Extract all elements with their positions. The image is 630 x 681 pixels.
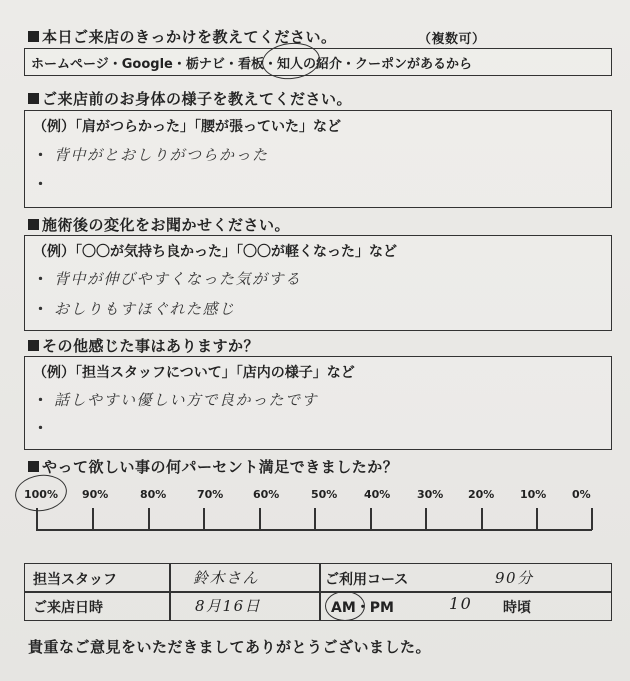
- separator: ・: [341, 57, 355, 72]
- time-suffix: 時頃: [503, 600, 531, 616]
- scale-tick: [591, 508, 593, 530]
- bullet: ・: [33, 270, 49, 288]
- scale-tick: [425, 508, 427, 530]
- q5-title-row: [28, 456, 398, 477]
- scale-label-0[interactable]: 0%: [572, 488, 591, 501]
- scale-tick: [148, 508, 150, 530]
- q4-title: その他感じた事はありますか？: [42, 337, 260, 355]
- scale-label-80[interactable]: 80%: [140, 488, 167, 501]
- q2-answer-box: [24, 110, 612, 208]
- q2-title: ご来店前のお身体の様子を教えてください。: [42, 90, 353, 108]
- date-value[interactable]: 8月16日: [195, 597, 262, 615]
- q2-example: （例）「肩がつらかった」「腰が張っていた」など: [33, 119, 341, 135]
- staff-value[interactable]: 鈴木さん: [193, 569, 260, 587]
- scale-tick: [481, 508, 483, 530]
- scale-label-60[interactable]: 60%: [253, 488, 280, 501]
- separator: ・: [263, 57, 277, 72]
- q3-example: （例）「〇〇が気持ち良かった」「〇〇が軽くなった」など: [33, 244, 397, 260]
- scale-label-90[interactable]: 90%: [82, 488, 109, 501]
- q2-answer-1: 背中がとおしりがつらかった: [54, 146, 269, 164]
- q4-square-marker: [28, 340, 39, 351]
- scale-selection-circle: [13, 472, 70, 515]
- q1-square-marker: [28, 31, 39, 42]
- q1-note: （複数可）: [418, 32, 486, 47]
- bullet: ・: [33, 391, 49, 409]
- scale-tick: [203, 508, 205, 530]
- q4-answer-line-1[interactable]: [33, 389, 318, 410]
- q5-title: やって欲しい事の何パーセント満足できましたか？: [42, 458, 399, 476]
- bullet: ・: [33, 146, 49, 164]
- q3-title-row: [28, 214, 290, 235]
- scale-label-20[interactable]: 20%: [468, 488, 495, 501]
- option-google[interactable]: Google: [121, 57, 173, 72]
- scale-label-10[interactable]: 10%: [520, 488, 547, 501]
- q3-answer-line-2[interactable]: [33, 298, 236, 319]
- table-col-divider: [169, 564, 171, 620]
- q4-title-row: [28, 335, 259, 356]
- table-col-divider: [319, 564, 321, 620]
- bullet: ・: [33, 300, 49, 318]
- q3-answer-1: 背中が伸びやすくなった気がする: [54, 270, 302, 288]
- q3-answer-2: おしりもすほぐれた感じ: [54, 300, 236, 318]
- q4-answer-box: [24, 356, 612, 450]
- q2-title-row: [28, 88, 352, 109]
- scale-label-50[interactable]: 50%: [311, 488, 338, 501]
- scale-tick: [314, 508, 316, 530]
- option-referral[interactable]: 知人の紹介: [276, 57, 342, 72]
- am-option[interactable]: AM: [331, 600, 356, 616]
- staff-label: 担当スタッフ: [33, 572, 117, 588]
- q4-answer-1: 話しやすい優しい方で良かったです: [54, 391, 319, 409]
- q3-square-marker: [28, 219, 39, 230]
- q2-answer-line-2[interactable]: [33, 173, 54, 194]
- option-homepage[interactable]: ホームページ: [31, 57, 109, 72]
- scale-tick: [259, 508, 261, 530]
- separator: ・: [224, 57, 238, 72]
- scale-tick: [92, 508, 94, 530]
- option-tochinavi[interactable]: 栃ナビ: [185, 57, 225, 72]
- course-label: ご利用コース: [325, 572, 409, 588]
- q5-square-marker: [28, 461, 39, 472]
- footer-thanks: 貴重なご意見をいただきましてありがとうございました。: [28, 638, 432, 656]
- ampm-selection-circle: [325, 591, 365, 621]
- scale-tick: [370, 508, 372, 530]
- q4-example: （例）「担当スタッフについて」「店内の様子」など: [33, 365, 355, 381]
- q1-options: [31, 53, 472, 72]
- separator: ・: [355, 600, 370, 616]
- separator: ・: [108, 57, 122, 72]
- q4-answer-line-2[interactable]: [33, 417, 54, 438]
- visit-info-table: [24, 563, 612, 621]
- option-signboard[interactable]: 看板: [237, 57, 264, 72]
- q3-answer-line-1[interactable]: [33, 268, 302, 289]
- bullet: ・: [33, 175, 49, 193]
- table-row-divider: [25, 591, 611, 593]
- q3-answer-box: [24, 235, 612, 331]
- scale-tick: [536, 508, 538, 530]
- separator: ・: [172, 57, 186, 72]
- q3-title: 施術後の変化をお聞かせください。: [42, 216, 291, 234]
- date-label: ご来店日時: [33, 600, 103, 616]
- bullet: ・: [33, 419, 49, 437]
- scale-label-30[interactable]: 30%: [417, 488, 444, 501]
- course-value[interactable]: 90分: [495, 569, 534, 587]
- scale-label-70[interactable]: 70%: [197, 488, 224, 501]
- scale-label-40[interactable]: 40%: [364, 488, 391, 501]
- time-value[interactable]: 10: [449, 594, 473, 613]
- scale-label-100[interactable]: 100%: [24, 488, 58, 501]
- q1-title: 本日ご来店のきっかけを教えてください。: [42, 28, 337, 46]
- option-coupon[interactable]: クーポンがあるから: [355, 57, 473, 72]
- q2-square-marker: [28, 93, 39, 104]
- q2-answer-line-1[interactable]: [33, 144, 269, 165]
- pm-option[interactable]: PM: [369, 600, 394, 616]
- scale-tick: [36, 508, 38, 530]
